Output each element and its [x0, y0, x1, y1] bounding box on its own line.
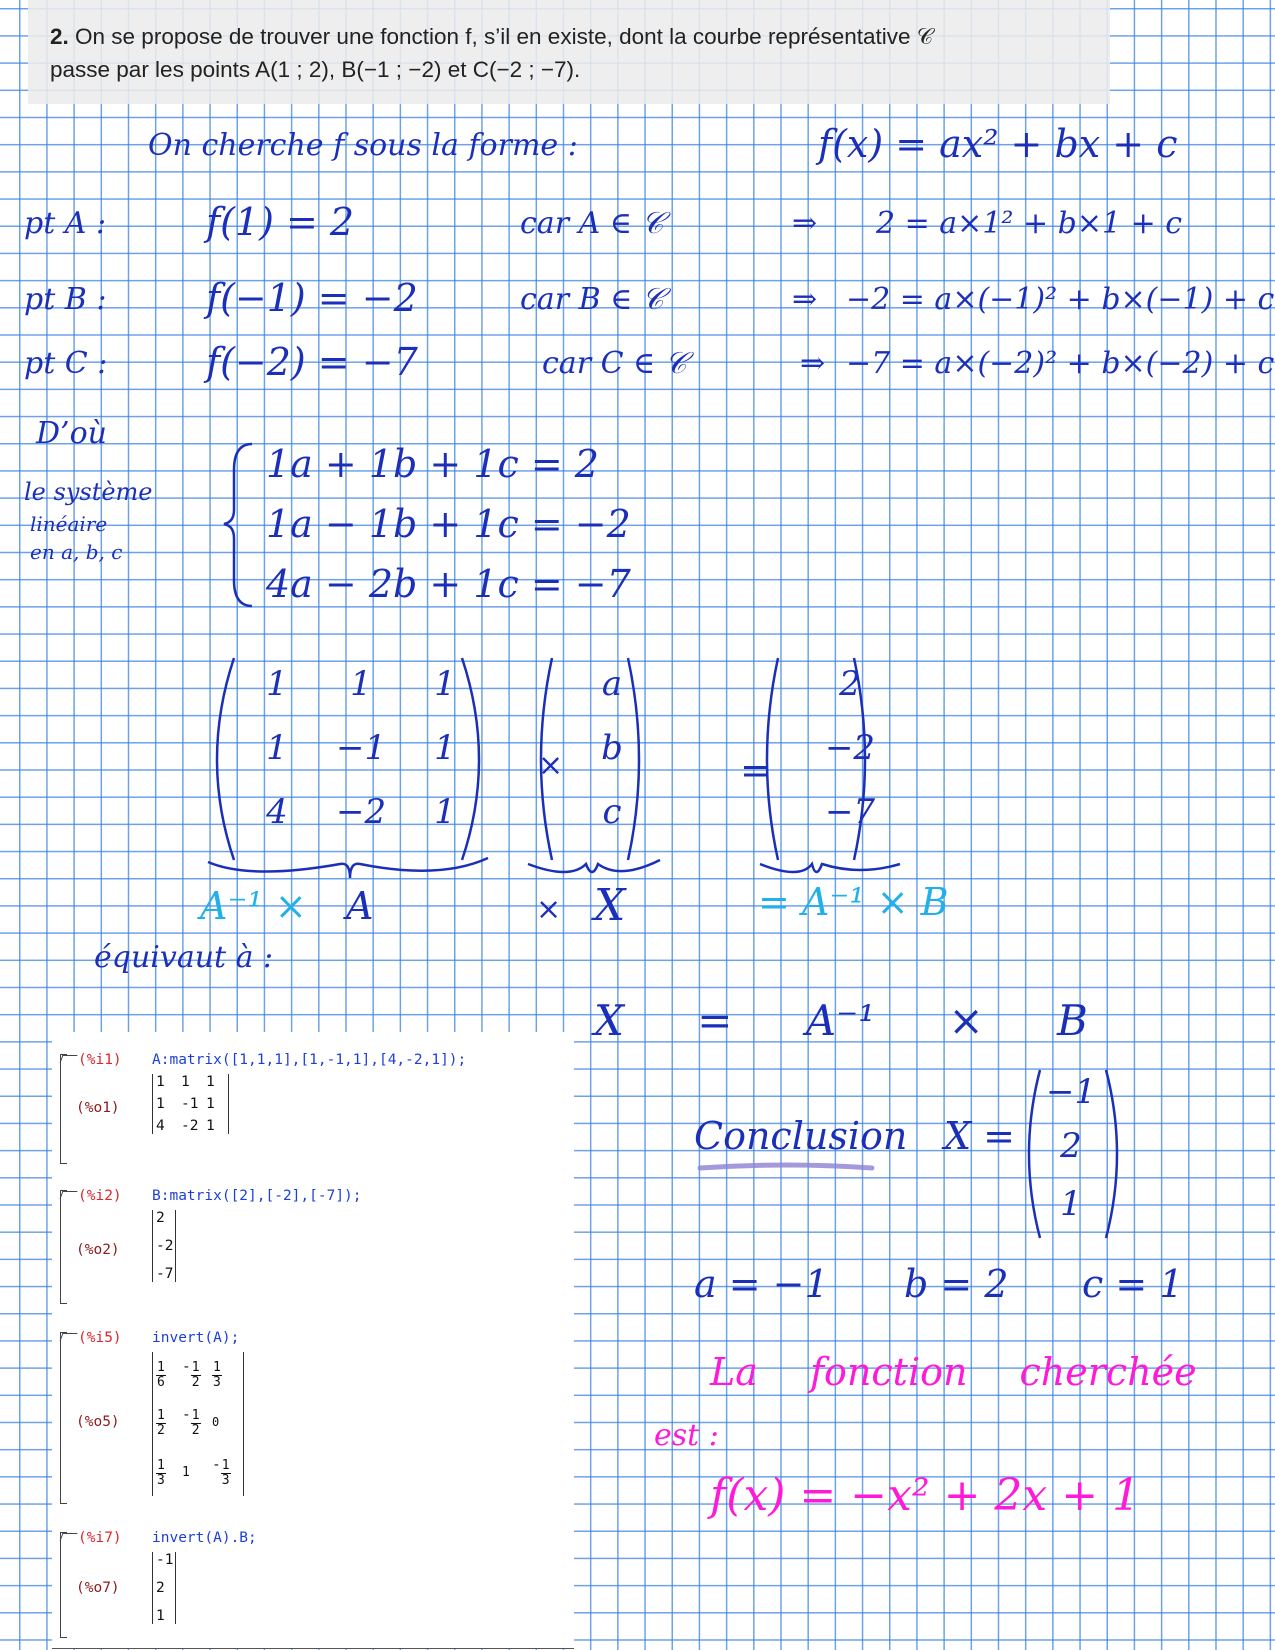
maxima-output-matrix: -1 2 1: [152, 1552, 176, 1624]
equals-sign: =: [740, 748, 772, 792]
maxima-output-label: (%o7): [76, 1580, 120, 1596]
vector-x-cell: a: [601, 664, 623, 704]
maxima-output-label: (%o5): [76, 1414, 120, 1430]
point-c-arrow: ⇒: [800, 346, 826, 381]
maxima-output-label: (%o2): [76, 1242, 120, 1258]
point-b-label: pt B :: [24, 282, 107, 317]
maxima-input-code: invert(A);: [152, 1330, 240, 1346]
maxima-input-code: B:matrix([2],[-2],[-7]);: [152, 1188, 362, 1204]
point-b-eq: f(−1) = −2: [206, 276, 418, 320]
point-b-arrow: ⇒: [792, 282, 818, 317]
point-c-eq: f(−2) = −7: [206, 340, 418, 384]
solution-equation: X = A⁻¹ × B: [594, 996, 1088, 1045]
maxima-input-label: (%i5): [78, 1330, 122, 1346]
point-a-label: pt A :: [24, 206, 107, 241]
maxima-output-matrix: 2 -2 -7: [152, 1210, 176, 1282]
matrix-a-cell: 1: [266, 664, 288, 704]
vector-x-cell: c: [602, 792, 622, 832]
maxima-output-matrix: 1 1 1 1 -1 1 4 -2 1: [152, 1074, 229, 1134]
maxima-cell-7: [60, 1532, 560, 1636]
conclusion-underline: [696, 1160, 876, 1174]
point-c-label: pt C :: [24, 346, 108, 381]
x-result-label: X =: [944, 1114, 1015, 1158]
final-function: f(x) = −x² + 2x + 1: [710, 1470, 1141, 1521]
maxima-input-label: (%i2): [78, 1188, 122, 1204]
final-text-2: est :: [654, 1418, 719, 1453]
exercise-line-2: passe par les points A(1 ; 2), B(−1 ; −2) et C(−2 ; −7).: [50, 57, 581, 82]
vector-b-cell: −2: [824, 728, 876, 768]
vector-b-cell: −7: [824, 792, 876, 832]
conclusion-heading: Conclusion: [694, 1114, 908, 1158]
system-caption-2: linéaire: [30, 512, 108, 536]
x-result-cell: −1: [1045, 1072, 1097, 1112]
matrix-a-cell: −1: [336, 728, 387, 768]
coeff-c: c = 1: [1082, 1262, 1184, 1306]
point-c-because: car C ∈ 𝒞: [542, 346, 687, 381]
label-a: A: [346, 884, 374, 928]
maxima-output-label: (%o1): [76, 1100, 120, 1116]
point-a-because: car A ∈ 𝒞: [520, 206, 664, 241]
system-brace: [220, 440, 260, 610]
x-result-cell: 2: [1060, 1126, 1082, 1166]
system-eq-3: 4a − 2b + 1c = −7: [266, 562, 631, 606]
matrix-a-cell: 1: [434, 664, 456, 704]
x-result-cell: 1: [1060, 1184, 1082, 1224]
function-form: f(x) = ax² + bx + c: [818, 122, 1178, 166]
point-a-arrow: ⇒: [792, 206, 818, 241]
matrix-a-cell: 4: [266, 792, 288, 832]
system-eq-2: 1a − 1b + 1c = −2: [266, 502, 631, 546]
system-eq-1: 1a + 1b + 1c = 2: [266, 442, 599, 486]
point-b-because: car B ∈ 𝒞: [520, 282, 664, 317]
point-a-result: 2 = a×1² + b×1 + c: [876, 206, 1183, 241]
matrix-a-cell: 1: [434, 792, 456, 832]
matrix-a-cell: 1: [350, 664, 372, 704]
final-text-1: La fonction cherchée: [710, 1350, 1197, 1394]
exercise-number: 2.: [50, 24, 69, 49]
intro-text: On cherche f sous la forme :: [148, 128, 578, 163]
maxima-input-code: A:matrix([1,1,1],[1,-1,1],[4,-2,1]);: [152, 1052, 467, 1068]
exercise-statement: [28, 0, 1110, 104]
point-a-eq: f(1) = 2: [206, 200, 355, 244]
system-caption-1: le système: [24, 478, 153, 506]
maxima-cell-5: [60, 1332, 560, 1502]
coeff-b: b = 2: [904, 1262, 1009, 1306]
maxima-input-label: (%i7): [78, 1530, 122, 1546]
label-times: ×: [536, 892, 562, 927]
vector-x-cell: b: [601, 728, 623, 768]
equivaut-text: équivaut à :: [94, 940, 274, 975]
maxima-output-panel: [52, 1032, 574, 1649]
dou-text: D’où: [36, 416, 107, 451]
matrix-a-cell: 1: [434, 728, 456, 768]
maxima-input-code: invert(A).B;: [152, 1530, 257, 1546]
maxima-inverse-matrix: $\frac{1}{6}$ - $\frac{1}{2}$ $\frac{1}{3}$ $\frac{1}{2}$ - $\frac{1}{2}$ 0 $\frac{1}{3}$ 1 - $\frac{1}{3}$: [152, 1352, 244, 1496]
label-x: X: [594, 880, 626, 931]
maxima-input-label: (%i1): [78, 1052, 122, 1068]
label-right: = A⁻¹ × B: [758, 880, 949, 924]
times-sign: ×: [538, 748, 564, 783]
coeff-a: a = −1: [694, 1262, 829, 1306]
maxima-cell-1: [60, 1054, 560, 1162]
system-caption-3: en a, b, c: [30, 540, 123, 564]
maxima-cell-2: [60, 1190, 560, 1302]
matrix-a-cell: −2: [336, 792, 387, 832]
point-c-result: −7 = a×(−2)² + b×(−2) + c: [846, 346, 1275, 381]
vector-b-cell: 2: [839, 664, 861, 704]
exercise-line-1: On se propose de trouver une fonction f, s’il en existe, dont la courbe représentative 𝒞: [75, 24, 934, 49]
point-b-result: −2 = a×(−1)² + b×(−1) + c: [846, 282, 1275, 317]
matrix-a-cell: 1: [266, 728, 288, 768]
inverse-left-label: A⁻¹ ×: [200, 884, 307, 928]
